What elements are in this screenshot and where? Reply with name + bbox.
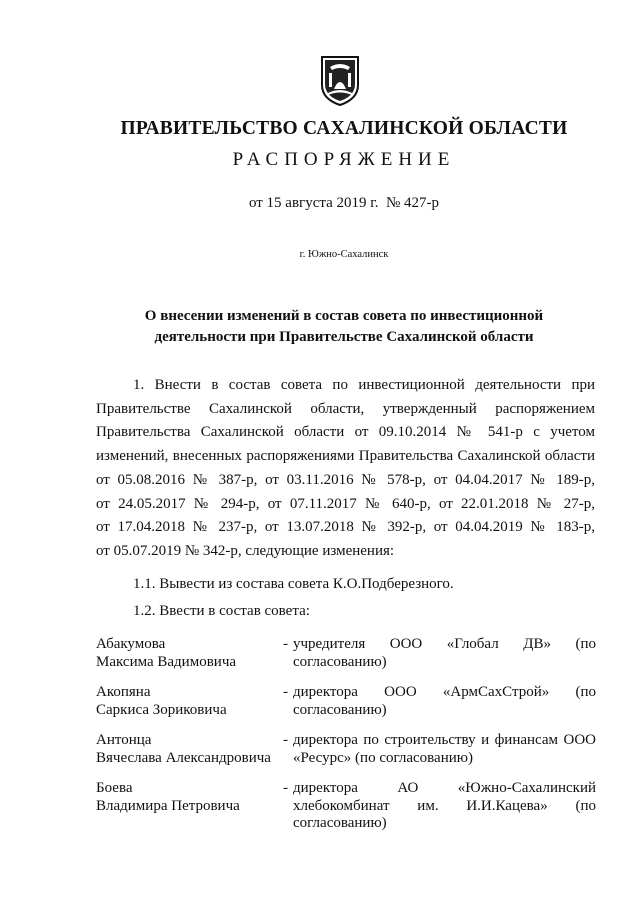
- paragraph-line: от 17.04.2018 № 237-р, от 13.07.2018 № 392-р, от 04.04.2019 № 183-р,: [96, 519, 595, 536]
- member-role: [293, 780, 596, 833]
- member-role-line: согласованию): [293, 815, 387, 831]
- paragraph-line: Правительстве Сахалинской области, утвержденный распоряжением: [96, 400, 595, 417]
- member-surname: Абакумова: [96, 636, 166, 652]
- paragraph-line: Правительства Сахалинской области от 09.10.2014 № 541-р с учетом: [96, 424, 595, 441]
- member-role-line: согласованию): [293, 701, 387, 718]
- document-date-number: от 15 августа 2019 г. № 427-р: [248, 195, 440, 211]
- member-surname: Антонца: [96, 732, 152, 748]
- member-given-names: Максима Вадимовича: [96, 653, 237, 670]
- member-dash: -: [283, 684, 288, 700]
- members-list: [96, 636, 596, 846]
- paragraph-line: от 05.07.2019 № 342-р, следующие изменения:: [96, 542, 395, 559]
- member-surname: Акопяна: [96, 684, 151, 700]
- subject-line: О внесении изменений в состав совета по инвестиционной: [144, 308, 544, 324]
- member-dash: -: [283, 780, 288, 796]
- member-surname: Боева: [96, 780, 133, 796]
- member-role-line: директора ООО «АрмСахСтрой» (по: [293, 684, 596, 700]
- member-row: [96, 780, 596, 833]
- member-role: [293, 732, 596, 767]
- member-role-line: хлебокомбинат им. И.И.Кацева» (по: [293, 797, 596, 814]
- member-role-line: директора АО «Южно-Сахалинский: [293, 780, 596, 796]
- document-type: РАСПОРЯЖЕНИЕ: [232, 149, 456, 170]
- document-subject: [100, 306, 588, 348]
- paragraph-1: [96, 374, 595, 564]
- member-row: [96, 684, 596, 719]
- member-given-names: Владимира Петровича: [96, 797, 240, 814]
- subject-line: деятельности при Правительстве Сахалинской области: [154, 329, 534, 345]
- org-title: ПРАВИТЕЛЬСТВО САХАЛИНСКОЙ ОБЛАСТИ: [120, 118, 568, 139]
- member-given-names: Саркиса Зориковича: [96, 701, 227, 718]
- paragraph-line: от 05.08.2016 № 387-р, от 03.11.2016 № 578-р, от 04.04.2017 № 189-р,: [96, 471, 595, 488]
- paragraph-line: от 24.05.2017 № 294-р, от 07.11.2017 № 640-р, от 22.01.2018 № 27-р,: [96, 495, 595, 512]
- member-role-line: «Ресурс» (по согласованию): [293, 749, 473, 766]
- paragraph-line: 1. Внести в состав совета по инвестиционной деятельности при: [133, 377, 595, 393]
- member-role-line: согласованию): [293, 653, 387, 670]
- coat-of-arms-icon: [320, 55, 360, 107]
- member-role: [293, 636, 596, 671]
- member-row: [96, 636, 596, 671]
- member-role-line: учредителя ООО «Глобал ДВ» (по: [293, 636, 596, 652]
- item-1-2: 1.2. Ввести в состав совета:: [133, 603, 310, 619]
- member-name: [96, 684, 283, 719]
- member-role-line: директора по строительству и финансам ООО: [293, 732, 596, 748]
- member-name: [96, 636, 283, 671]
- member-name: [96, 732, 283, 767]
- member-given-names: Вячеслава Александровича: [96, 749, 271, 766]
- document-city: г. Южно-Сахалинск: [299, 249, 389, 260]
- paragraph-line: изменений, внесенных распоряжениями Правительства Сахалинской области: [96, 448, 595, 465]
- item-1-1: 1.1. Вывести из состава совета К.О.Подберезного.: [133, 576, 454, 592]
- member-dash: -: [283, 732, 288, 748]
- member-role: [293, 684, 596, 719]
- member-name: [96, 780, 283, 833]
- member-row: [96, 732, 596, 767]
- member-dash: -: [283, 636, 288, 652]
